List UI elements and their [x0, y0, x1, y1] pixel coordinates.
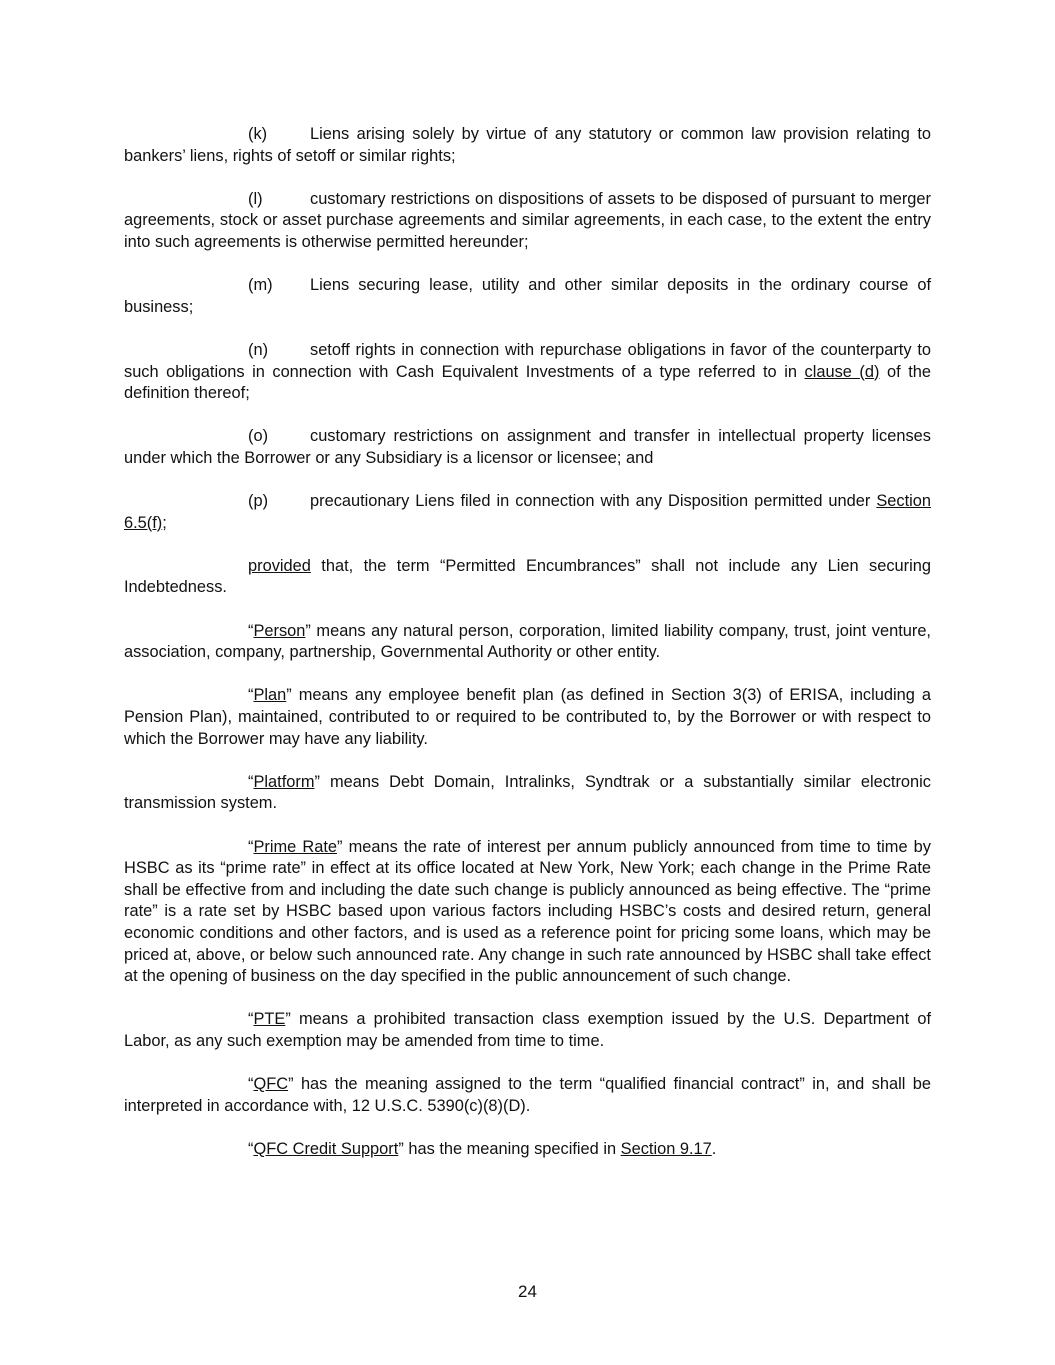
definition-text: means a prohibited transaction class exemption issued by the U.S. Department of Labor, as any such exemption may be amended from time to time.: [124, 1010, 931, 1050]
quote-close: ”: [285, 1010, 291, 1029]
clause-m: [124, 275, 931, 318]
clause-text: customary restrictions on assignment and transfer in intellectual property licenses under which the Borrower or any Subsidiary is a licensor or licensee; and: [124, 427, 931, 467]
document-body: [124, 124, 931, 1182]
clause-reference: clause (d): [804, 362, 880, 381]
definition-platform: [124, 772, 931, 815]
clause-n: [124, 340, 931, 405]
clause-label: (k): [248, 125, 268, 143]
quote-close: ”: [398, 1139, 404, 1158]
clause-label: (m): [248, 276, 273, 295]
definition-text: means any natural person, corporation, limited liability company, trust, joint venture, association, company, partnership, Governmental Authority or other entity.: [124, 621, 931, 662]
quote-close: ”: [305, 621, 311, 640]
proviso-lead: provided: [248, 556, 311, 575]
section-reference: Section 6.5(f): [124, 492, 931, 532]
proviso-text: that, the term “Permitted Encumbrances” shall not include any Lien securing Indebtedness.: [124, 556, 931, 597]
definition-person: [124, 621, 931, 664]
clause-text-end: ;: [162, 513, 167, 532]
definition-plan: [124, 685, 931, 750]
quote-open: “: [248, 1075, 254, 1094]
clause-text: Liens arising solely by virtue of any statutory or common law provision relating to bankers’ liens, rights of setoff or similar rights;: [124, 125, 931, 165]
defined-term: Platform: [253, 772, 315, 791]
clause-text: Liens securing lease, utility and other similar deposits in the ordinary course of business;: [124, 276, 931, 316]
definition-text: means the rate of interest per annum publicly announced from time to time by HSBC as its “prime rate” in effect at its office located at New York, New York; each change in the Prime Rate shall be effective from and including the date such change is publicly announced as being effective. The “prime rate” is a rate set by HSBC based upon various factors including HSBC’s costs and desired return, general economic conditions and other factors, and is used as a reference point for pricing some loans, which may be priced at, above, or below such announced rate. Any change in such rate announced by HSBC shall take effect at the opening of business on the day specified in the public announcement of such change.: [124, 837, 931, 986]
clause-k: [124, 124, 931, 167]
definition-text: has the meaning specified in: [403, 1139, 621, 1158]
clause-p: [124, 491, 931, 534]
quote-open: “: [248, 1139, 254, 1158]
definition-text: means Debt Domain, Intralinks, Syndtrak or a substantially similar electronic transmission system.: [124, 772, 931, 813]
clause-text: precautionary Liens filed in connection with any Disposition permitted under: [310, 492, 877, 511]
definition-qfc-credit-support: [124, 1139, 931, 1161]
quote-open: “: [248, 772, 254, 791]
defined-term: Prime Rate: [253, 837, 338, 856]
definition-prime-rate: [124, 837, 931, 988]
page-number: 24: [518, 1282, 537, 1301]
quote-close: ”: [288, 1075, 294, 1094]
quote-close: ”: [337, 837, 343, 856]
defined-term: PTE: [253, 1010, 286, 1029]
proviso-paragraph: [124, 556, 931, 599]
quote-open: “: [248, 621, 254, 640]
clause-text: customary restrictions on dispositions of assets to be disposed of pursuant to merger agreements, stock or asset purchase agreements and similar agreements, in each case, to the extent the entry into such agreements is otherwise permitted hereunder;: [124, 189, 931, 251]
clause-label: (l): [248, 189, 263, 208]
definition-text: means any employee benefit plan (as defined in Section 3(3) of ERISA, including a Pension Plan), maintained, contributed to or required to be contributed to, by the Borrower or with respect to which the Borrower may have any liability.: [124, 686, 931, 748]
definition-pte: [124, 1009, 931, 1052]
clause-text: setoff rights in connection with repurchase obligations in favor of the counterparty to such obligations in connection with Cash Equivalent Investments of a type referred to in: [124, 340, 931, 381]
quote-open: “: [248, 837, 254, 856]
clause-text-end: of the definition thereof;: [124, 362, 932, 403]
defined-term: QFC Credit Support: [253, 1139, 399, 1158]
definition-qfc: [124, 1074, 931, 1117]
quote-open: “: [248, 686, 254, 705]
quote-open: “: [248, 1010, 254, 1029]
definition-text: has the meaning assigned to the term “qualified financial contract” in, and shall be interpreted in accordance with, 12 U.S.C. 5390(c)(8)(D).: [124, 1075, 931, 1115]
clause-l: [124, 189, 931, 254]
clause-label: (o): [248, 427, 269, 446]
defined-term: QFC: [253, 1075, 289, 1094]
quote-close: ”: [286, 686, 292, 705]
defined-term: Plan: [253, 686, 287, 705]
defined-term: Person: [253, 621, 306, 640]
clause-label: (p): [248, 492, 269, 511]
clause-o: [124, 426, 931, 469]
clause-label: (n): [248, 340, 269, 359]
definition-text-end: .: [711, 1139, 717, 1158]
section-reference: Section 9.17: [620, 1139, 712, 1158]
quote-close: ”: [314, 772, 320, 791]
